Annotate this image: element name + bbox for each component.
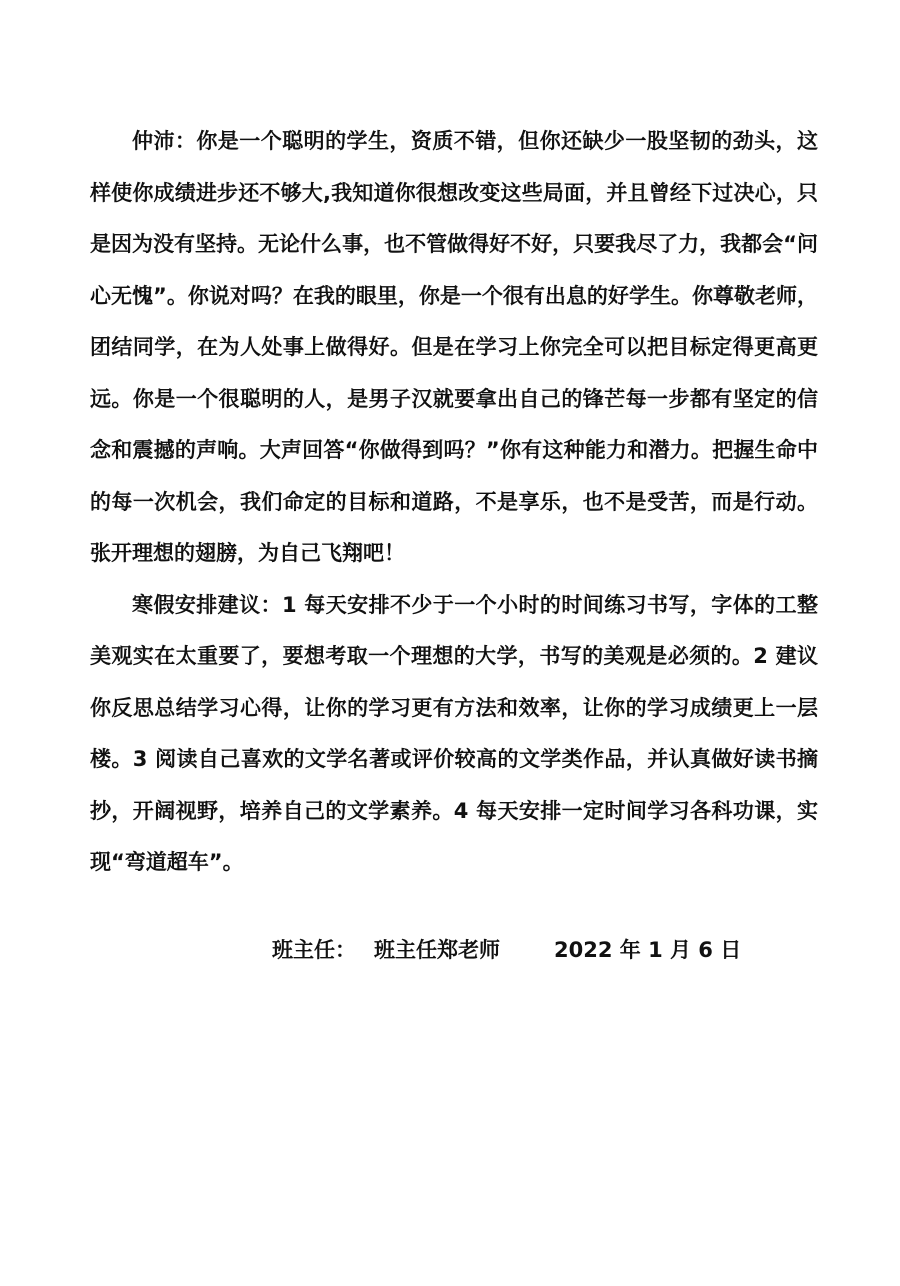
holiday-suggestions-paragraph: 寒假安排建议：1 每天安排不少于一个小时的时间练习书写，字体的工整美观实在太重要了，要想考取一个理想的大学，书写的美观是必须的。2 建议你反思总结学习心得，让你的学习更有方法和效率，让你的学习成绩更上一层楼。3 阅读自己喜欢的文学名著或评价较高的文学类作品，并认真做好读书摘抄，开阔视野，培养自己的文学素养。4 每天安排一定时间学习各科功课，实现“弯道超车”。 [90, 592, 818, 874]
teacher-name: 班主任郑老师 [374, 938, 500, 962]
signature-label: 班主任： [272, 938, 356, 962]
comment-paragraph: 仲沛：你是一个聪明的学生，资质不错，但你还缺少一股坚韧的劲头，这样使你成绩进步还不够大,我知道你很想改变这些局面，并且曾经下过决心，只是因为没有坚持。无论什么事，也不管做得好不好，只要我尽了力，我都会“问心无愧”。你说对吗？在我的眼里，你是一个很有出息的好学生。你尊敬老师，团结同学，在为人处事上做得好。但是在学习上你完全可以把目标定得更高更远。你是一个很聪明的人，是男子汉就要拿出自己的锋芒每一步都有坚定的信念和震撼的声响。大声回答“你做得到吗？”你有这种能力和潜力。把握生命中的每一次机会，我们命定的目标和道路，不是享乐，也不是受苦，而是行动。张开理想的翅膀，为自己飞翔吧！ [90, 129, 818, 565]
signature-date: 2022 年 1 月 6 日 [554, 938, 742, 962]
document-body [90, 116, 818, 889]
signature-line [272, 925, 741, 977]
